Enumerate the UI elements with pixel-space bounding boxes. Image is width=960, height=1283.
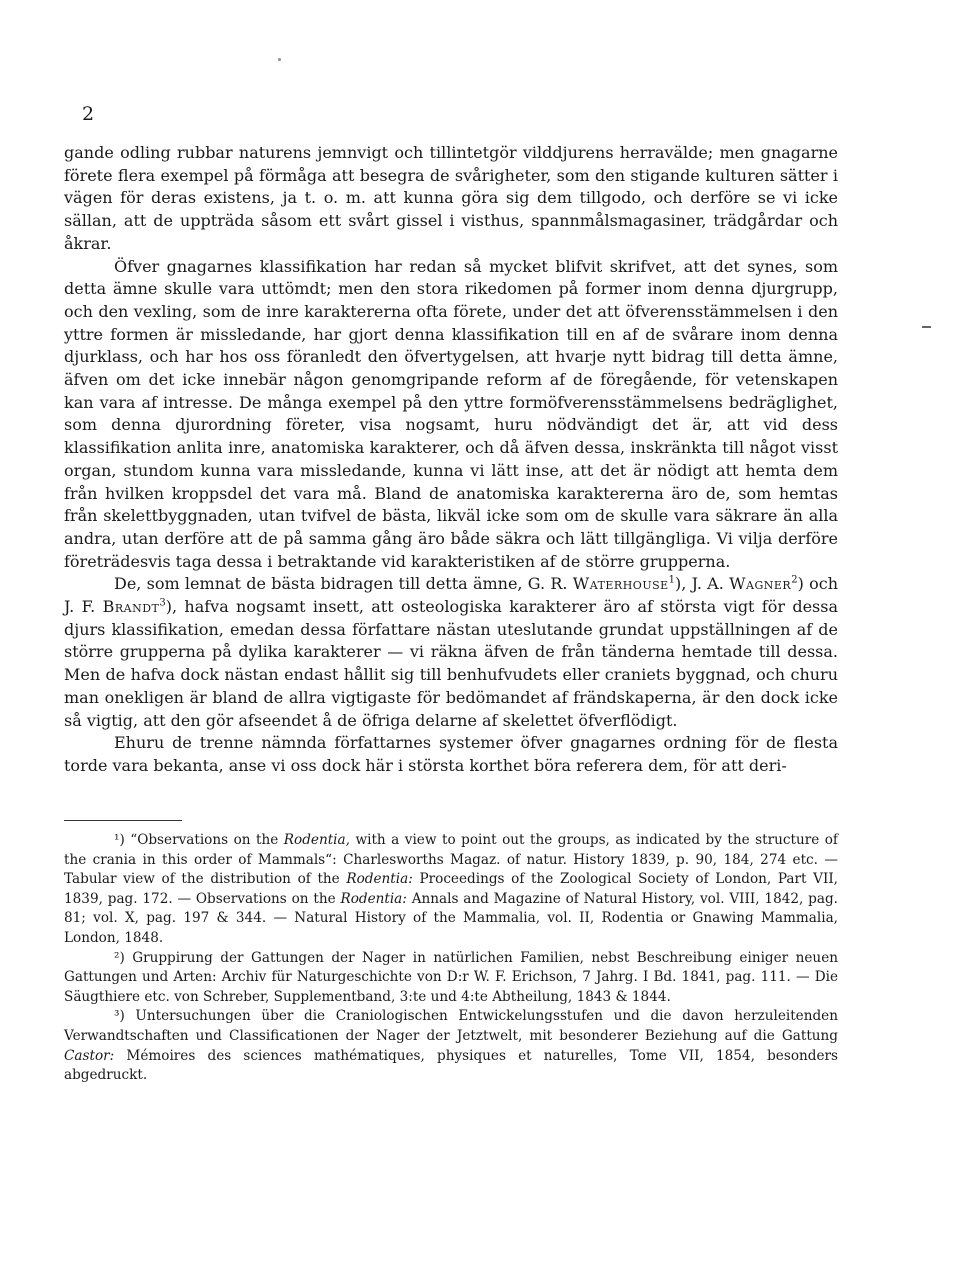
footnote-3 (64, 1007, 838, 1085)
footnote-ref-3: 3 (159, 597, 166, 609)
paragraph-3-text-a: De, som lemnat de bästa bidragen till detta ämne, G. R. (114, 574, 568, 594)
footnote-3-mark: ³) (114, 1008, 125, 1025)
paragraph-2: Öfver gnagarnes klassifikation har redan så mycket blifvit skrifvet, att det synes, som detta ämne skulle vara uttömdt; men den stora rikedomen på former inom denna djurgrupp, och den vexling, som de inre karaktererna ofta förete, under det att öfverensstämmelsen i den yttre formen är missledande, har gjort denna klassifikation till en af de svårare inom denna djurklass, och har hos oss föranledt den öfvertygelsen, att hvarje nytt bidrag till detta ämne, äfven om det icke innebär någon genomgripande reform af de föregående, för vetenskapen kan vara af intresse. De många exempel på den yttre formöfverensstämmelsens bedräglighet, som denna djurordning företer, visa nogsamt, huru nödvändigt det är, att vid dess klassifikation anlita inre, anatomiska karakterer, och då äfven dessa, inskränkta till något visst organ, stundom kunna vara missledande, kunna vi lätt inse, att det är nödigt att hemta dem från hvilken kroppsdel det vara må. Bland de anatomiska karaktererna äro de, som hemtas från skelettbyggnaden, utan tvifvel de bästa, likväl icke som om de skulle vara säkrare än alla andra, utan derföre att de på samma gång äro både säkra och lätt tillgängliga. Vi vilja derföre företrädesvis taga dessa i betraktande vid karakteristiken af de större grupperna. (64, 256, 838, 571)
footnote-1 (64, 831, 838, 949)
footnote-2 (64, 949, 838, 1008)
footnote-2-mark: ²) (114, 949, 125, 966)
margin-mark (922, 326, 931, 328)
author-waterhouse: Waterhouse (572, 574, 669, 594)
footnotes (64, 831, 838, 1086)
footnote-1-italic-1: Rodentia, (283, 832, 350, 848)
footnote-1-text-d: Annals and Magazine of Natural History, vol. VIII, 1842, pag. 81; vol. X, pag. 197 & 344. — Natural History of the Mammalia, vol. II, Rodentia or Gnawing Mammalia, London, 1848. (64, 890, 838, 946)
footnote-ref-2: 2 (791, 575, 798, 587)
footnote-3-italic-1: Castor: (64, 1047, 115, 1064)
footnote-1-text-b: with a view to point out the groups, as indicated by the structure of the crania in this order of Mammals“: Charlesworths Magaz. of natur. History 1839, p. 90, 184, 274 etc. — Tabular view of the distribution of the (64, 832, 838, 888)
footnote-1-italic-2: Rodentia: (346, 871, 413, 888)
paragraph-3 (64, 573, 838, 732)
footnote-1-italic-3: Rodentia: (340, 890, 407, 907)
paragraph-4: Ehuru de trenne nämnda författarnes systemer öfver gnagarnes ordning för de flesta torde vara bekanta, anse vi oss dock här i största korthet böra referera dem, för att deri- (64, 733, 838, 775)
footnote-1-mark: ¹) (114, 832, 125, 848)
footnote-3-text-b: Mémoires des sciences mathématiques, physiques et naturelles, Tome VII, 1854, besonders abgedruckt. (64, 1047, 838, 1084)
paragraph-3-text-c: ) och J. F. (64, 574, 839, 617)
footnote-3-text-a: Untersuchungen über die Craniologischen Entwickelungsstufen und die davon herzuleitenden Verwandtschaften und Classificationen der Nager der Jetztwelt, mit besonderer Beziehung auf die Gattung (64, 1008, 838, 1044)
paragraph-1: gande odling rubbar naturens jemnvigt och tillintetgör vilddjurens herravälde; men gnagarne förete flera exempel på förmåga att besegra de svårigheter, som den stigande kulturen sätter i vägen för deras existens, ja t. o. m. att kunna göra sig dem tillgodo, och derföre se vi icke sällan, att de uppträda såsom ett svårt gissel i visthus, spannmålsmagasiner, trädgårdar och åkrar. (64, 143, 838, 253)
footnote-1-text-a: “Observations on the (130, 832, 279, 848)
footnote-ref-1: 1 (668, 575, 676, 587)
paragraph-3-text-d: ), hafva nogsamt insett, att osteologiska karakterer äro af största vigt för dessa djurs klassifikation, emedan dessa författare nästan uteslutande grundat uppställningen af de större grupperna på dylika karakterer — vi räkna äfven de från tänderna hemtade till dessa. Men de hafva dock nästan endast hållit sig till benhufvudets eller craniets byggnad, och churu man onekligen är bland de allra vigtigaste för bedömandet af frändskaperna, är den dock icke så vigtig, att den gör afseendet å de öfriga delarne af skelettet öfverflödigt. (64, 597, 838, 730)
page-number: 2 (82, 103, 95, 125)
footnote-rule (64, 820, 182, 821)
footnote-1-text-c: Proceedings of the Zoological Society of London, Part VII, 1839, pag. 172. — Observations on the (64, 871, 839, 907)
paragraph-3-text-b: ), J. A. (675, 574, 724, 594)
main-text (64, 142, 838, 778)
footnote-2-text: Gruppirung der Gattungen der Nager in natürlichen Familien, nebst Beschreibung einiger neuen Gattungen und Arten: Archiv für Naturgeschichte von D:r W. F. Erichson, 7 Jahrg. I Bd. 1841, pag. 111. — Die Säugthiere etc. von Schreber, Supplementband, 3:te und 4:te Abtheilung, 1843 & 1844. (64, 949, 838, 1005)
stray-mark (278, 58, 281, 61)
author-wagner: Wagner (729, 574, 792, 594)
author-brandt: Brandt (102, 597, 160, 617)
